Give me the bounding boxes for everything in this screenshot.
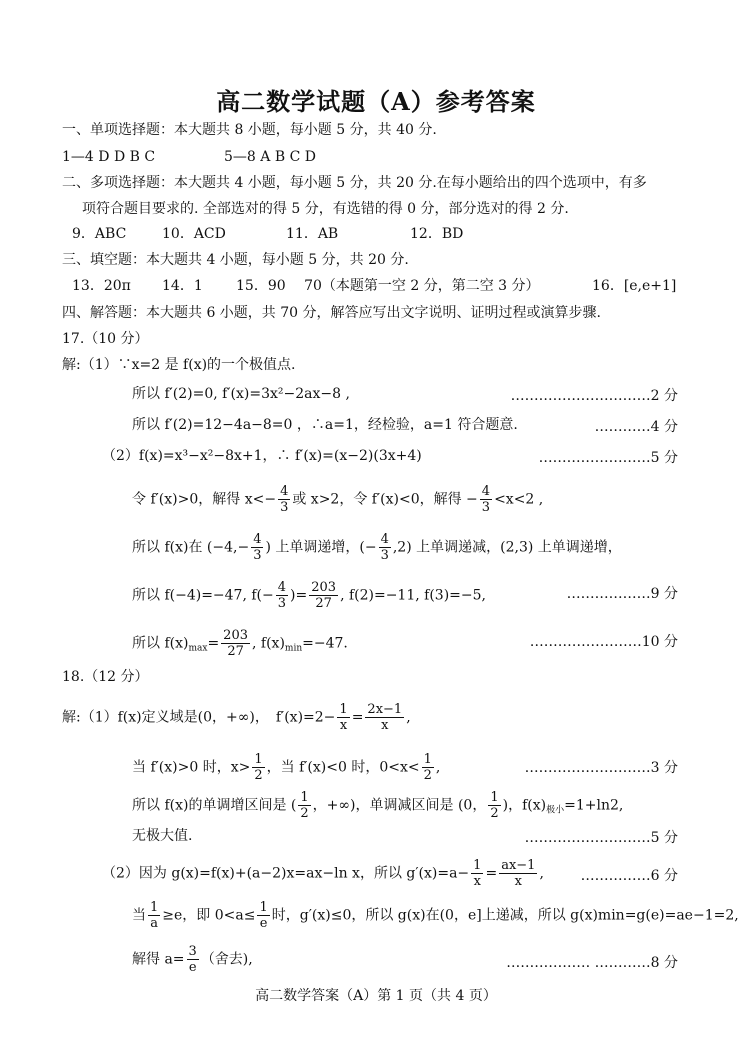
p18-score-3: ………………………3 分 [524,760,678,776]
p18-line4: 无极大值. [132,828,193,844]
section3-heading: 三、填空题：本大题共 4 小题，每小题 5 分，共 20 分. [62,252,409,268]
fraction-203-27: $\frac{203}{27}$ [223,628,248,659]
p18-line1: 解:（1）f(x)定义域是(0，+∞)， f′(x)=2− $\frac{1}{x}$ = $\frac{2x-1}{x}$ , [62,702,411,733]
p18-score-8: ……………… …………8 分 [506,955,678,971]
p17-score-2: …………………………2 分 [510,388,678,404]
section1-answers-a: 1—4 D D B C [62,149,156,165]
fraction-4-3: $\frac{4}{3}$ [481,484,491,515]
answer-q16: 16．[e,e+1] [592,278,677,294]
p18-line7: 解得 a= $\frac{3}{e}$ （舍去), [132,944,253,975]
p18-line6: 当 $\frac{1}{a}$ ≥e，即 0<a≤ $\frac{1}{e}$ 时，g′(x)≤0，所以 g(x)在(0，e]上递减，所以 g(x)min=g(e)=ae−1=2, [132,900,739,931]
p17-line2: 所以 f′(2)=0, f′(x)=3x²−2ax−8 , [132,386,350,402]
answer-q10: 10．ACD [162,226,226,242]
p18-line5: （2）因为 g(x)=f(x)+(a−2)x=ax−ln x，所以 g′(x)=a− $\frac{1}{x}$ = $\frac{ax-1}{x}$ , [102,858,544,889]
p18-score-5: ………………………5 分 [524,830,678,846]
fraction-4-3: $\frac{4}{3}$ [277,580,287,611]
page-title: 高二数学试题（A）参考答案 [216,87,536,116]
fraction-1-2: $\frac{1}{2}$ [423,752,432,783]
fraction-ax-1-x: $\frac{ax-1}{x}$ [501,858,536,889]
fraction-1-x: $\frac{1}{x}$ [473,858,482,889]
p17-line8: 所以 $f(x)_{max}=$ $\frac{203}{27}$ , $f(x)_{min}=-47$. [132,628,348,659]
fraction-1-2: $\frac{1}{2}$ [300,790,309,821]
p17-line4: （2）f(x)=x³−x²−8x+1，∴ f′(x)=(x−2)(3x+4) [102,448,422,464]
problem17-heading: 17.（10 分） [62,331,149,347]
section1-answers-b: 5—8 A B C D [224,149,316,165]
p17-line6: 所以 f(x)在 (−4,− $\frac{4}{3}$ ) 上单调递增，(− $\frac{4}{3}$ ,2) 上单调递减，(2,3) 上单调递增， [132,532,622,563]
answer-q14: 14．1 [162,278,203,294]
p17-line3: 所以 f′(2)=12−4a−8=0 ，∴a=1，经检验，a=1 符合题意. [132,417,518,433]
p17-line1: 解:（1）∵x=2 是 f(x)的一个极值点. [62,357,296,373]
fraction-1-x: $\frac{1}{x}$ [339,702,348,733]
problem18-heading: 18.（12 分） [62,669,149,685]
fraction-1-a: $\frac{1}{a}$ [150,900,159,931]
p18-line3: 所以 f(x)的单调增区间是 ( $\frac{1}{2}$ ，+∞)，单调减区间是 (0， $\frac{1}{2}$ )，$f(x)_{极小}=1+\ln 2$, [132,790,624,821]
answer-q12: 12．BD [410,226,464,242]
p17-score-9: ………………9 分 [566,586,678,602]
fraction-1-e: $\frac{1}{e}$ [259,900,268,931]
p18-score-6: ……………6 分 [580,868,678,884]
fraction-1-2: $\frac{1}{2}$ [490,790,499,821]
page-footer: 高二数学答案（A）第 1 页（共 4 页） [255,988,497,1004]
section2-heading-1: 二、多项选择题：本大题共 4 小题，每小题 5 分，共 20 分.在每小题给出的四个选项中，有多 [62,175,647,191]
fraction-4-3: $\frac{4}{3}$ [253,532,262,563]
fraction-3-e: $\frac{3}{e}$ [188,944,197,975]
fraction-4-3: $\frac{4}{3}$ [380,532,389,563]
fraction-203-27: $\frac{203}{27}$ [311,580,337,611]
fraction-2x-1-x: $\frac{2x-1}{x}$ [367,702,403,733]
p17-score-4: …………4 分 [594,419,678,435]
p17-score-5: ……………………5 分 [538,450,678,466]
fraction-1-2: $\frac{1}{2}$ [254,752,263,783]
fraction-4-3: $\frac{4}{3}$ [280,484,289,515]
p18-line2: 当 f′(x)>0 时，x> $\frac{1}{2}$ ，当 f′(x)<0 时，0<x< $\frac{1}{2}$ , [132,752,441,783]
section4-heading: 四、解答题：本大题共 6 小题，共 70 分，解答应写出文字说明、证明过程或演算步骤. [62,305,601,321]
section2-heading-2: 项符合题目要求的. 全部选对的得 5 分，有选错的得 0 分，部分选对的得 2 分. [82,201,569,217]
p17-score-10: ……………………10 分 [529,634,678,650]
answer-q13: 13．20π [72,278,131,294]
answer-q11: 11．AB [286,226,339,242]
answer-q15: 15．90 70（本题第一空 2 分，第二空 3 分） [236,278,540,294]
section1-heading: 一、单项选择题：本大题共 8 小题，每小题 5 分，共 40 分. [62,122,437,138]
p17-line5: 令 f′(x)>0，解得 x<− $\frac{4}{3}$ 或 x>2，令 f′(x)<0，解得 − $\frac{4}{3}$ <x<2 , [132,484,544,515]
answer-q9: 9．ABC [72,226,127,242]
p17-line7: 所以 f(−4)=−47, f(− $\frac{4}{3}$ )= $\frac{203}{27}$ , f(2)=−11, f(3)=−5, [132,580,486,611]
